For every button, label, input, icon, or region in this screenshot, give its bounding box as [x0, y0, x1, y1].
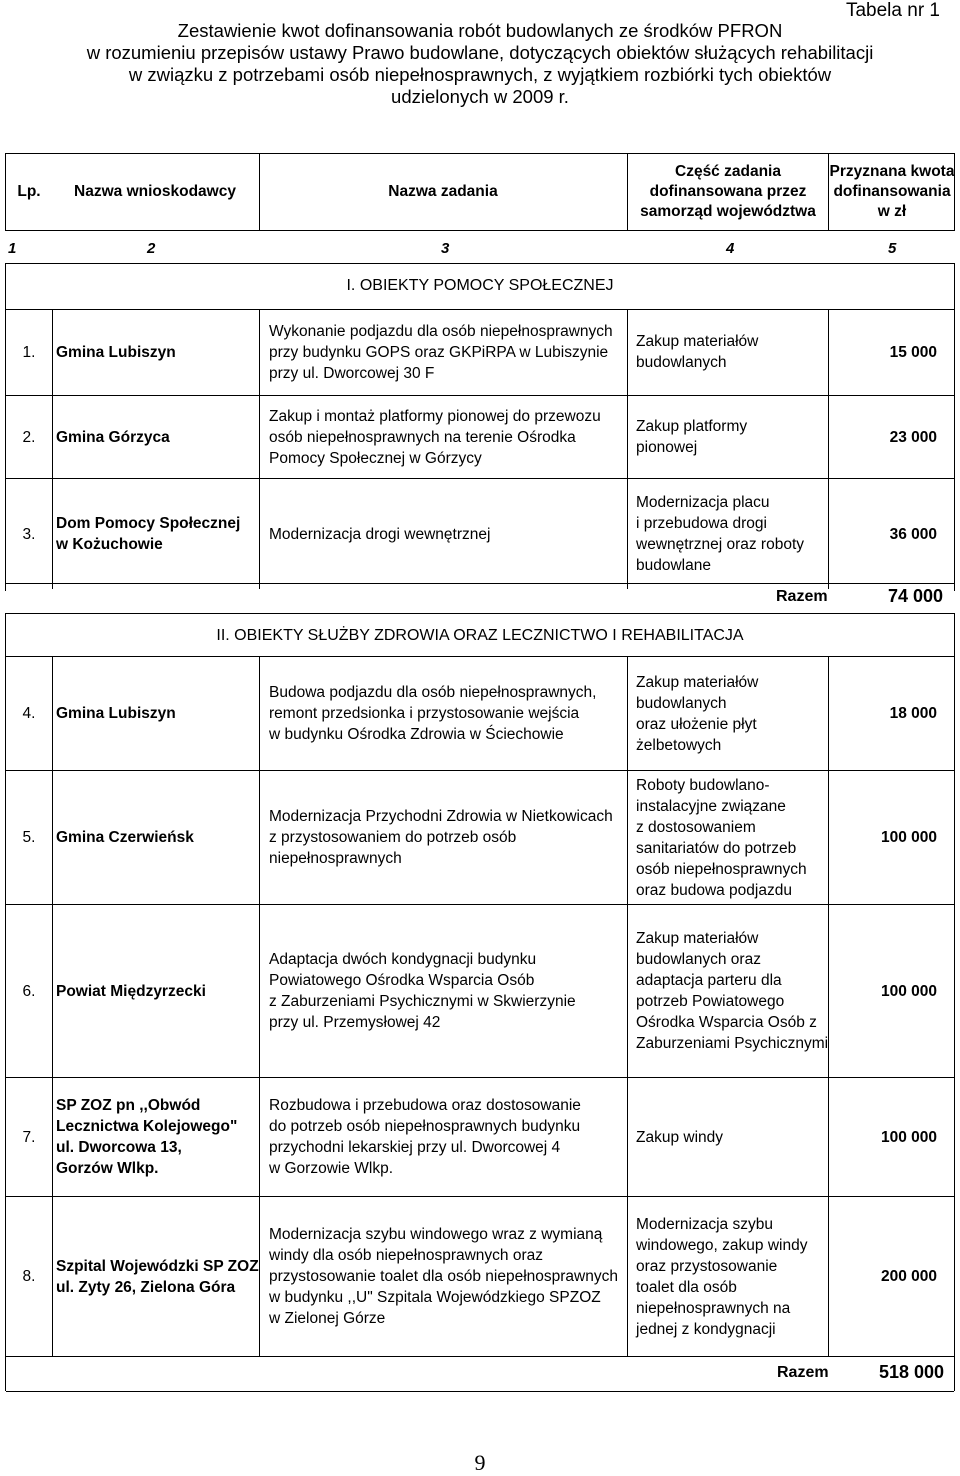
table-row [6, 396, 954, 479]
row-task: Modernizacja drogi wewnętrznej [269, 525, 491, 543]
table-row [6, 657, 954, 771]
row-task: Budowa podjazdu dla osób niepełnosprawnych, remont przedsionka i przystosowanie wejścia w budynku Ośrodka Zdrowia w Ściechowie [269, 684, 597, 743]
row-part: Modernizacja szybu windowego, zakup windy oraz przystosowanie toalet dla osób niepełnosprawnych na jednej z kondygnacji [636, 1215, 808, 1338]
table-row [6, 905, 954, 1078]
row-task: Modernizacja Przychodni Zdrowia w Nietkowicach z przystosowaniem do potrzeb osób niepełnosprawnych [269, 808, 613, 867]
row-amount: 100 000 [880, 982, 937, 1000]
colnum-1: 1 [8, 240, 17, 257]
header-task: Nazwa zadania [388, 183, 498, 200]
section-heading-2: II. OBIEKTY SŁUŻBY ZDROWIA ORAZ LECZNICTWO I REHABILITACJA [5, 613, 955, 657]
table-row [6, 771, 954, 905]
colnum-2: 2 [147, 240, 156, 257]
row-lp: 4. [22, 705, 36, 722]
row-lp: 8. [22, 1268, 36, 1285]
row-lp: 6. [22, 982, 36, 1000]
row-amount: 36 000 [889, 525, 937, 543]
page-number: 9 [474, 1450, 486, 1475]
row-applicant: Szpital Wojewódzki SP ZOZ ul. Zyty 26, Zielona Góra [56, 1257, 259, 1296]
row-applicant: Powiat Międzyrzecki [56, 982, 206, 1000]
title-line-1: Zestawienie kwot dofinansowania robót budowlanych ze środków PFRON [177, 20, 783, 41]
header-amount: Przyznana kwota dofinansowania w zł [829, 163, 955, 220]
row-lp: 3. [22, 525, 36, 543]
row-amount: 15 000 [889, 343, 937, 361]
title-line-3: w związku z potrzebami osób niepełnosprawnych, z wyjątkiem rozbiórki tych obiektów [128, 64, 832, 85]
row-part: Zakup windy [636, 1128, 724, 1146]
colnum-4: 4 [726, 240, 735, 257]
row-part: Zakup materiałów budowlanych oraz ułożenie płyt żelbetowych [636, 673, 759, 754]
row-part: Roboty budowlano- instalacyjne związane z dostosowaniem sanitariatów do potrzeb osób niepełnosprawnych oraz budowa podjazdu [636, 776, 807, 899]
row-lp: 5. [22, 829, 36, 846]
row-applicant: Gmina Górzyca [56, 428, 170, 446]
row-amount: 100 000 [880, 1128, 937, 1146]
row-applicant: Gmina Czerwieńsk [56, 829, 194, 846]
table-number-label: Tabela nr 1 [845, 0, 940, 21]
table-row [6, 309, 954, 396]
row-lp: 7. [22, 1128, 36, 1146]
table-header [5, 153, 955, 231]
row-part: Zakup materiałów budowlanych [636, 333, 759, 371]
row-task: Zakup i montaż platformy pionowej do przewozu osób niepełnosprawnych na terenie Ośrodka Pomocy Społecznej w Górzycy [269, 407, 601, 467]
row-amount: 23 000 [889, 428, 937, 446]
row-part: Modernizacja placu i przebudowa drogi wewnętrznej oraz roboty budowlane [636, 494, 804, 574]
row-amount: 200 000 [880, 1268, 937, 1285]
row-applicant: Dom Pomocy Społecznej w Kożuchowie [56, 515, 241, 553]
row-lp: 2. [22, 428, 36, 446]
header-applicant: Nazwa wnioskodawcy [74, 183, 236, 200]
table-section-2 [5, 656, 955, 1391]
row-task: Rozbudowa i przebudowa oraz dostosowanie do potrzeb osób niepełnosprawnych budynku przychodni lekarskiej przy ul. Dworcowej 4 w Gorzowie Wlkp. [269, 1097, 581, 1177]
row-task: Wykonanie podjazdu dla osób niepełnosprawnych przy budynku GOPS oraz GKPiRPA w Lubiszynie przy ul. Dworcowej 30 F [269, 322, 613, 382]
colnum-5: 5 [888, 240, 897, 257]
total-label-1: Razem [776, 588, 828, 605]
row-applicant: Gmina Lubiszyn [56, 343, 176, 361]
title-line-4: udzielonych w 2009 r. [391, 86, 569, 107]
row-applicant: SP ZOZ pn ,,Obwód Lecznictwa Kolejowego" ul. Dworcowa 13, Gorzów Wlkp. [56, 1097, 238, 1177]
row-task: Adaptacja dwóch kondygnacji budynku Powiatowego Ośrodka Wsparcia Osób z Zaburzeniami Psychicznymi w Skwierzynie przy ul. Przemysłowej 42 [269, 951, 576, 1031]
row-amount: 100 000 [880, 829, 937, 846]
table-section-1 [5, 309, 955, 591]
total-value-2: 518 000 [879, 1362, 945, 1382]
row-lp: 1. [22, 343, 36, 361]
row-task: Modernizacja szybu windowego wraz z wymianą windy dla osób niepełnosprawnych oraz przystosowanie toalet dla osób niepełnosprawnych w budynku ,,U" Szpitala Wojewódzkiego SPZOZ w Zielonej Górze [269, 1226, 618, 1327]
total-label-2: Razem [777, 1364, 829, 1381]
colnum-3: 3 [441, 240, 450, 257]
table-total-row [6, 1357, 954, 1392]
row-part: Zakup materiałów budowlanych oraz adaptacja parteru dla potrzeb Powiatowego Ośrodka Wsparcia Osób z Zaburzeniami Psychicznymi [636, 930, 829, 1052]
title-line-2: w rozumieniu przepisów ustawy Prawo budowlane, dotyczących obiektów służących rehabilitacji [86, 42, 874, 63]
table-row [6, 479, 954, 589]
document-title [0, 20, 960, 108]
row-part: Zakup platformy pionowej [636, 418, 748, 456]
row-amount: 18 000 [889, 705, 937, 722]
header-part: Część zadania dofinansowana przez samorząd województwa [640, 163, 816, 220]
table-row [6, 1078, 954, 1197]
header-lp: Lp. [17, 183, 41, 200]
section-heading-1: I. OBIEKTY POMOCY SPOŁECZNEJ [5, 263, 955, 310]
table-row [6, 1197, 954, 1357]
row-applicant: Gmina Lubiszyn [56, 705, 176, 722]
total-value-1: 74 000 [888, 586, 944, 606]
